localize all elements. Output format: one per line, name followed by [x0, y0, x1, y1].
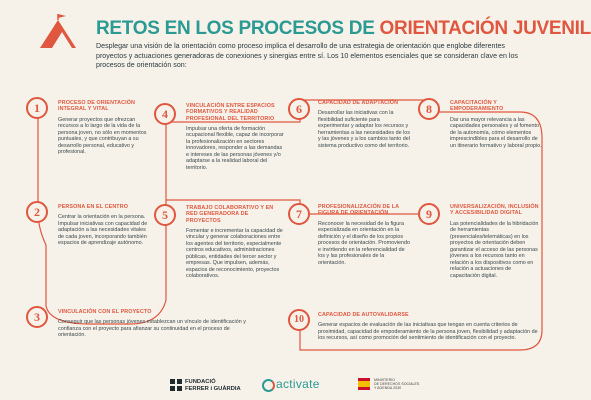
item-title: CAPACITACIÓN Y EMPODERAMIENTO: [450, 100, 504, 113]
item-number-6: 6: [288, 98, 310, 120]
item-text: Dar una mayor relevancia a las capacidades personales y al fomento de la autonomía, cómo elementos imprescindibles para el desarrollo de un itinerario formativo y laboral propio.: [450, 116, 542, 149]
item-number-10: 10: [288, 309, 310, 331]
intro-paragraph: Desplegar una visión de la orientación como proceso implica el desarrollo de una estrategia de orientación que englobe diferentes proyectos y actuaciones generadoras de conexiones y sinergias entre sí. Los 10 elementos esenciales que se consideran clave en los procesos de orientación son:: [96, 42, 518, 70]
item-number-8: 8: [418, 98, 440, 120]
list-item: [186, 205, 284, 280]
list-item: [58, 309, 258, 339]
item-number-9: 9: [418, 203, 440, 225]
ffg-line-2: FERRER i GUÀRDIA: [185, 385, 241, 392]
list-item: [318, 100, 410, 149]
list-item: [186, 103, 284, 171]
item-title: CAPACIDAD DE AUTOVALIDARSE: [318, 312, 409, 318]
activate-ring-icon: [262, 379, 275, 392]
item-text: Conseguir que las personas jóvenes establezcan un vínculo de identificación y confianza con el proyecto para afianzar su continuidad en el proceso de orientación.: [58, 319, 246, 339]
list-item: [450, 100, 542, 149]
item-title: VINCULACIÓN ENTRE ESPACIOS FORMATIVOS Y REALIDAD PROFESIONAL DEL TERRITORIO: [186, 103, 275, 122]
item-title: TRABAJO COLABORATIVO Y EN RED GENERADORA DE PROYECTOS: [186, 205, 274, 224]
list-item: [58, 204, 150, 247]
ffg-mark-icon: [170, 379, 182, 391]
list-item: [318, 204, 410, 266]
gov-line-2: DE DERECHOS SOCIALES: [374, 382, 420, 387]
footer: [0, 370, 566, 400]
list-item: [450, 204, 542, 279]
item-text: Centrar la orientación en la persona. Impulsar iniciativas con capacidad de adaptación a las necesidades vitales de cada joven, incorporando también espacios de aprendizaje autónomo.: [58, 214, 148, 247]
item-number-1: 1: [26, 97, 48, 119]
item-title: PERSONA EN EL CENTRO: [58, 204, 128, 210]
item-text: Desarrollar las iniciativas con la flexibilidad suficiente para experimentar y adaptar los recursos y herramientas a las necesidades de los y las jóvenes y a los cambios tanto del sistema productivo como del territorio.: [318, 110, 410, 149]
item-number-3: 3: [26, 306, 48, 328]
item-title: CAPACIDAD DE ADAPTACIÓN: [318, 100, 399, 106]
ministry-logo: [358, 377, 428, 393]
title-part-coral: ORIENTACIÓN JUVENIL: [379, 18, 591, 39]
item-text: Fomentar e incrementar la capacidad de vincular y generar colaboraciones entre los agentes del territorio, especialmente centros educativos, administraciones públicas, entidades del tercer sector y empresas. Que impulsen, además, espacios de reconocimiento, proyectos colaborativos.: [186, 227, 283, 280]
item-number-7: 7: [288, 203, 310, 225]
item-number-4: 4: [154, 103, 176, 125]
item-text: Reconocer la necesidad de la figura especializada en orientación en la definición y el diseño de los propios procesos de orientación. Promoviendo e invirtiendo en la referencialidad de los y las profesionales de la orientación.: [318, 220, 410, 266]
activate-text: activate: [276, 377, 320, 391]
item-text: Impulsar una oferta de formación ocupacional flexible, capaz de incorporar la profesionalización en sectores innovadores, responder a las demandas e intereses de las personas jóvenes y/o adaptarse a la realidad laboral del territorio.: [186, 125, 284, 171]
item-number-2: 2: [26, 201, 48, 223]
item-title: VINCULACIÓN CON EL PROYECTO: [58, 309, 152, 315]
item-text: Las potencialidades de la hibridación de herramientas (presenciales/telemáticas) en los proyectos de orientación deben garantizar el acceso de las personas jóvenes a los recursos tanto en relación a los dispositivos como en relación a actuaciones de capacitación digital.: [450, 220, 539, 279]
item-number-5: 5: [154, 204, 176, 226]
list-item: [58, 100, 148, 156]
list-item: [318, 312, 540, 342]
title-part-teal: RETOS EN LOS PROCESOS DE: [96, 18, 380, 39]
coat-of-arms-icon: [358, 378, 370, 390]
item-text: Generar espacios de evaluación de las iniciativas que tengan en cuenta criterios de proximidad, capacidad de empoderamiento de la persona joven, flexibilidad y adaptación de los recursos, así como promoción del sentimiento de identificación con el proyecto.: [318, 322, 538, 342]
gov-line-3: Y AGENDA 2030: [374, 386, 402, 391]
ffg-line-1: FUNDACIÓ: [185, 379, 216, 385]
gov-line-1: MINISTERIO: [374, 378, 395, 382]
item-title: PROFESIONALIZACIÓN DE LA FIGURA DE ORIENTACIÓN: [318, 204, 399, 217]
activate-logo: [262, 377, 352, 393]
item-text: Generar proyectos que ofrezcan recursos a lo largo de la vida de la persona joven, no sólo en momentos puntuales, y que contribuyan a su desarrollo personal, educativo y profesional.: [58, 116, 147, 156]
item-title: PROCESO DE ORIENTACIÓN INTEGRAL Y VITAL: [58, 100, 135, 113]
item-title: UNIVERSALIZACIÓN, INCLUSIÓN Y ACCESIBILIDAD DIGITAL: [450, 204, 539, 217]
ferrer-guardia-logo: [170, 376, 250, 396]
